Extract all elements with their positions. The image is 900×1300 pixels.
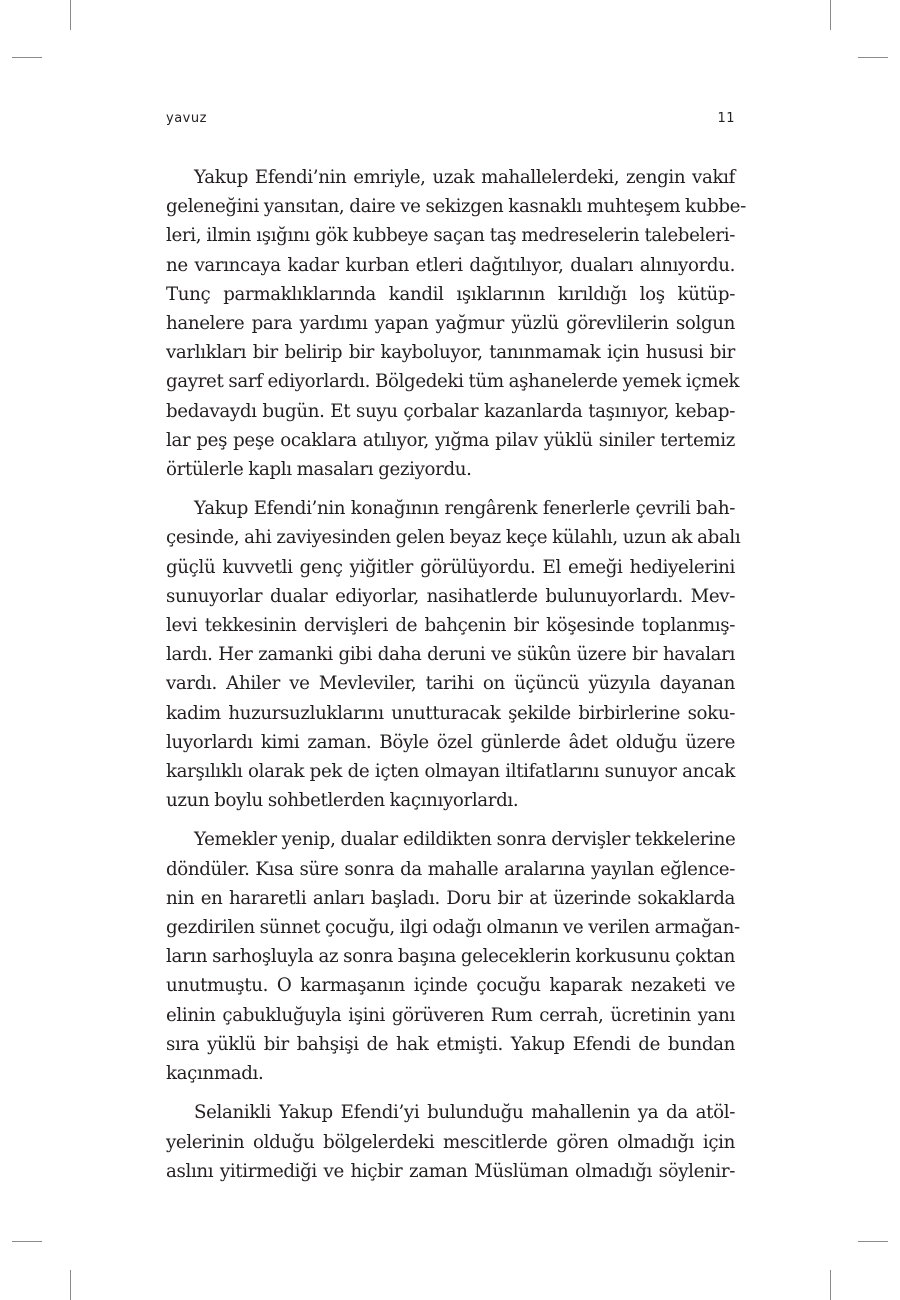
text-line: ların sarhoşluyla az sonra başına geleceklerin korkusunu çoktan bbox=[166, 946, 735, 968]
body-text bbox=[166, 163, 746, 1196]
text-line: çesinde, ahi zaviyesinden gelen beyaz keçe külahlı, uzun ak abalı bbox=[166, 527, 741, 549]
text-line: Yakup Efendi’nin konağının rengârenk fenerlerle çevrili bah- bbox=[194, 498, 735, 520]
text-line: gezdirilen sünnet çocuğu, ilgi odağı olmanın ve verilen armağan- bbox=[166, 917, 740, 939]
paragraph bbox=[166, 163, 746, 484]
text-line: ne varıncaya kadar kurban etleri dağıtılıyor, duaları alınıyordu. bbox=[166, 254, 735, 276]
crop-mark-top-left-horizontal bbox=[12, 57, 42, 58]
text-line: varlıkları bir belirip bir kayboluyor, tanınmamak için hususi bir bbox=[166, 342, 735, 364]
text-line: güçlü kuvvetli genç yiğitler görülüyordu. El emeği hediyelerini bbox=[166, 556, 735, 578]
text-line: aslını yitirmediği ve hiçbir zaman Müslüman olmadığı söylenir- bbox=[166, 1160, 735, 1182]
text-line: kaçınmadı. bbox=[166, 1063, 264, 1085]
text-line: Tunç parmaklıklarında kandil ışıklarının kırıldığı loş kütüp- bbox=[166, 283, 735, 305]
page-number: 11 bbox=[717, 111, 735, 126]
text-line: hanelere para yardımı yapan yağmur yüzlü görevlilerin solgun bbox=[166, 313, 735, 335]
crop-mark-bottom-left bbox=[70, 1270, 71, 1300]
crop-mark-bottom-right bbox=[830, 1270, 831, 1300]
text-line: karşılıklı olarak pek de içten olmayan iltifatlarını sunuyor ancak bbox=[166, 761, 735, 783]
text-line: Yemekler yenip, dualar edildikten sonra dervişler tekkelerine bbox=[194, 829, 736, 851]
crop-mark-bottom-left-horizontal bbox=[12, 1241, 42, 1242]
text-line: nin en hararetli anları başladı. Doru bir at üzerinde sokaklarda bbox=[166, 887, 735, 909]
text-line: gayret sarf ediyorlardı. Bölgedeki tüm aşhanelerde yemek içmek bbox=[166, 371, 740, 393]
crop-mark-bottom-right-horizontal bbox=[858, 1241, 888, 1242]
paragraph bbox=[166, 494, 741, 815]
text-line: sunuyorlar dualar ediyorlar, nasihatlerde bulunuyorlardı. Mev- bbox=[166, 585, 735, 607]
text-line: yelerinin olduğu bölgelerdeki mescitlerde gören olmadığı için bbox=[166, 1131, 735, 1153]
text-line: vardı. Ahiler ve Mevleviler, tarihi on üçüncü yüzyıla dayanan bbox=[166, 673, 735, 695]
running-head bbox=[166, 111, 735, 131]
text-line: Yakup Efendi’nin emriyle, uzak mahallelerdeki, zengin vakıf bbox=[194, 167, 735, 188]
text-line: örtülerle kaplı masaları geziyordu. bbox=[166, 459, 472, 481]
paragraph bbox=[166, 1098, 735, 1186]
text-line: unutmuştu. O karmaşanın içinde çocuğu kaparak nezaketi ve bbox=[166, 975, 735, 997]
crop-mark-top-right-horizontal bbox=[858, 57, 888, 58]
text-line: elinin çabukluğuyla işini görüveren Rum cerrah, ücretinin yanı bbox=[166, 1004, 735, 1026]
text-line: döndüler. Kısa süre sonra da mahalle aralarına yayılan eğlence- bbox=[166, 858, 735, 880]
text-line: uzun boylu sohbetlerden kaçınıyorlardı. bbox=[166, 790, 519, 812]
running-head-title: yavuz bbox=[166, 111, 207, 126]
text-line: lardı. Her zamanki gibi daha deruni ve sükûn üzere bir havaları bbox=[166, 644, 735, 666]
text-line: sıra yüklü bir bahşişi de hak etmişti. Yakup Efendi de bundan bbox=[166, 1033, 735, 1055]
text-line: Selanikli Yakup Efendi’yi bulunduğu mahallenin ya da atöl- bbox=[194, 1102, 735, 1124]
text-line: luyorlardı kimi zaman. Böyle özel günlerde âdet olduğu üzere bbox=[166, 731, 735, 753]
paragraph bbox=[166, 825, 740, 1088]
text-line: bedavaydı bugün. Et suyu çorbalar kazanlarda taşınıyor, kebap- bbox=[166, 400, 735, 422]
text-line: levi tekkesinin dervişleri de bahçenin bir köşesinde toplanmış- bbox=[166, 615, 735, 637]
crop-mark-top-right bbox=[830, 0, 831, 30]
text-line: leri, ilmin ışığını gök kubbeye saçan taş medreselerin talebeleri- bbox=[166, 225, 735, 247]
text-line: lar peş peşe ocaklara atılıyor, yığma pilav yüklü siniler tertemiz bbox=[166, 429, 735, 451]
text-line: kadim huzursuzluklarını unutturacak şekilde birbirlerine soku- bbox=[166, 702, 735, 724]
crop-mark-top-left bbox=[70, 0, 71, 30]
text-line: geleneğini yansıtan, daire ve sekizgen kasnaklı muhteşem kubbe- bbox=[166, 196, 746, 218]
